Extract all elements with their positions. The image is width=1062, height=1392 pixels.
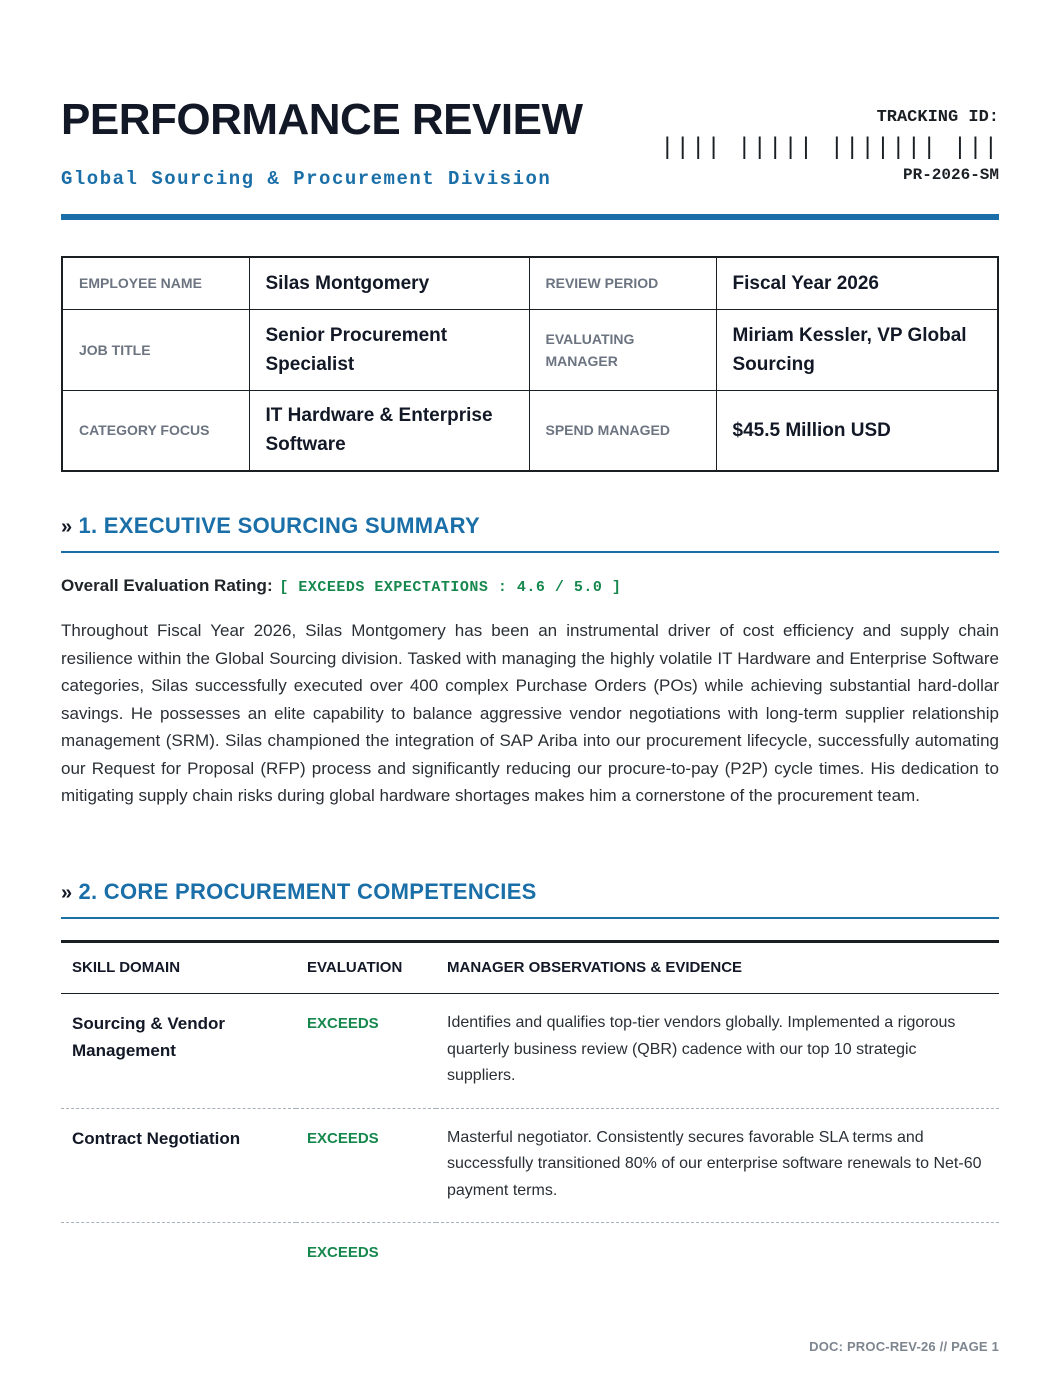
skill-domain <box>61 1223 296 1285</box>
chevron-icon: » <box>61 516 73 538</box>
info-value-job-title: Senior Procurement Specialist <box>249 309 529 390</box>
employee-info-table <box>61 256 999 472</box>
skill-domain: Contract Negotiation <box>61 1108 296 1223</box>
info-value-spend-managed: $45.5 Million USD <box>716 390 998 471</box>
section-title: 2. CORE PROCUREMENT COMPETENCIES <box>78 879 537 904</box>
info-value-evaluating-manager: Miriam Kessler, VP Global Sourcing <box>716 309 998 390</box>
info-label-category-focus: CATEGORY FOCUS <box>62 390 249 471</box>
info-row <box>62 257 998 309</box>
summary-paragraph: Throughout Fiscal Year 2026, Silas Montgomery has been an instrumental driver of cost efficiency and supply chain resilience within the Global Sourcing division. Tasked with managing the highly volatile IT Hardware and Enterprise Software categories, Silas successfully executed over 400 complex Purchase Orders (POs) while achieving substantial hard-dollar savings. He possesses an elite capability to balance aggressive vendor negotiations with long-term supplier relationship management (SRM). Silas championed the integration of SAP Ariba into our procurement lifecycle, successfully automating our Request for Proposal (RFP) process and significantly reducing our procure-to-pay (P2P) cycle times. His dedication to mitigating supply chain risks during global hardware shortages makes him a cornerstone of the procurement team. <box>61 621 999 805</box>
section-heading-competencies <box>61 879 999 905</box>
tracking-code: PR-2026-SM <box>902 166 999 184</box>
table-row <box>61 1223 999 1285</box>
page-footer: DOC: PROC-REV-26 // PAGE 1 <box>809 1339 999 1354</box>
document-header <box>61 96 999 218</box>
info-value-employee-name: Silas Montgomery <box>249 257 529 309</box>
info-label-review-period: REVIEW PERIOD <box>529 257 716 309</box>
info-label-evaluating-manager: EVALUATING MANAGER <box>529 309 716 390</box>
table-row <box>61 1108 999 1223</box>
info-row <box>62 390 998 471</box>
section-divider <box>61 551 999 553</box>
section-heading-summary <box>61 513 999 539</box>
competencies-table <box>61 940 999 1284</box>
rating-value: [ EXCEEDS EXPECTATIONS : 4.6 / 5.0 ] <box>279 579 622 596</box>
evaluation-badge: EXCEEDS <box>307 1244 379 1261</box>
info-row <box>62 309 998 390</box>
document-page <box>61 0 999 1392</box>
header-divider <box>61 214 999 220</box>
skill-domain: Sourcing & Vendor Management <box>61 994 296 1109</box>
table-header-row <box>61 942 999 994</box>
evaluation-badge: EXCEEDS <box>296 994 436 1109</box>
chevron-icon: » <box>61 882 73 904</box>
column-header-skill: SKILL DOMAIN <box>61 942 296 994</box>
overall-rating <box>61 576 621 596</box>
column-header-observations: MANAGER OBSERVATIONS & EVIDENCE <box>436 942 999 994</box>
observation-text <box>436 1223 999 1285</box>
evaluation-badge: EXCEEDS <box>296 1108 436 1223</box>
table-row <box>61 994 999 1109</box>
info-value-category-focus: IT Hardware & Enterprise Software <box>249 390 529 471</box>
observation-text: Identifies and qualifies top-tier vendors globally. Implemented a rigorous quarterly business review (QBR) cadence with our top 10 strategic suppliers. <box>436 994 999 1109</box>
info-label-job-title: JOB TITLE <box>62 309 249 390</box>
observation-text: Masterful negotiator. Consistently secures favorable SLA terms and successfully transitioned 80% of our enterprise software renewals to Net-60 payment terms. <box>436 1108 999 1223</box>
info-label-spend-managed: SPEND MANAGED <box>529 390 716 471</box>
tracking-block <box>660 108 999 185</box>
tracking-label: TRACKING ID: <box>876 108 999 127</box>
barcode-graphic: |||| ||||| ||||||| ||| <box>660 135 999 162</box>
section-title: 1. EXECUTIVE SOURCING SUMMARY <box>78 513 480 538</box>
column-header-evaluation: EVALUATION <box>296 942 436 994</box>
rating-label: Overall Evaluation Rating: <box>61 576 273 595</box>
section-divider <box>61 917 999 919</box>
info-label-employee-name: EMPLOYEE NAME <box>62 257 249 309</box>
page-title: PERFORMANCE REVIEW <box>61 95 583 144</box>
division-subtitle: Global Sourcing & Procurement Division <box>61 168 552 190</box>
info-value-review-period: Fiscal Year 2026 <box>716 257 998 309</box>
